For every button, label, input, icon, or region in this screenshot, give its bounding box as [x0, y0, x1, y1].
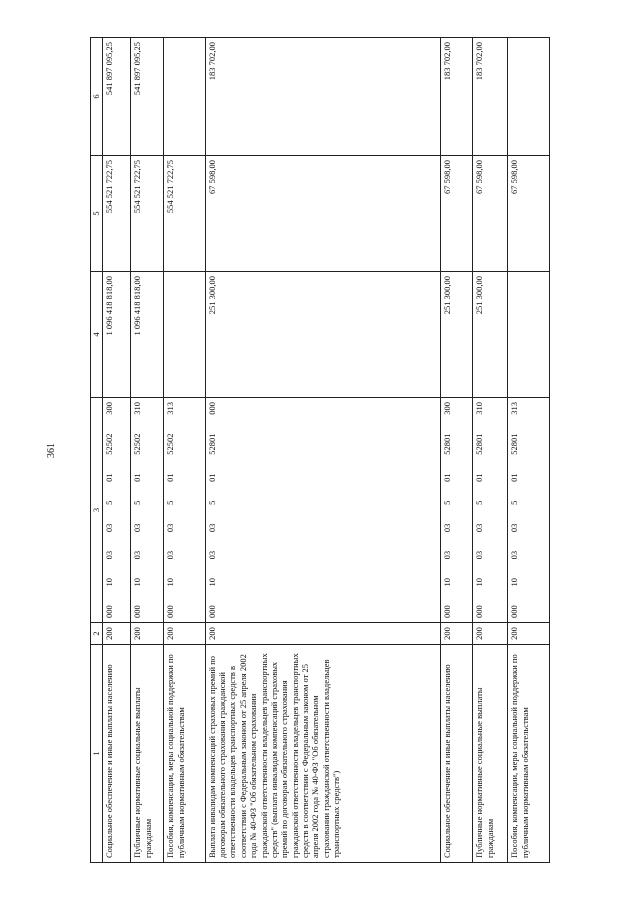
code-part: 03 [132, 523, 143, 533]
code-part: 03 [132, 550, 143, 560]
code-part: 52502 [165, 433, 176, 455]
approved-amount: 251 300,00 [440, 272, 473, 398]
table-row [164, 38, 206, 863]
budget-classification-code [508, 398, 550, 623]
rotated-table-wrapper [90, 38, 550, 863]
unexecuted-amount [164, 38, 206, 156]
executed-amount: 554 521 722,75 [131, 156, 164, 272]
row-name: Публичные нормативные социальные выплаты гражданам [473, 645, 508, 863]
code-part: 5 [104, 500, 114, 505]
code-part: 03 [509, 523, 520, 533]
approved-amount: 1 096 418 818,00 [103, 272, 131, 398]
row-code-200: 200 [440, 623, 473, 645]
code-part: 03 [474, 550, 485, 560]
row-name: Пособия, компенсации, меры социальной поддержки по публичным нормативным обязательствам [164, 645, 206, 863]
table-row [473, 38, 508, 863]
code-part: 52801 [509, 433, 520, 455]
code-part: 313 [509, 401, 520, 415]
code-part: 5 [206, 500, 217, 505]
page-number: 361 [46, 443, 57, 458]
budget-classification-code [473, 398, 508, 623]
header-cell-6: 6 [91, 38, 103, 156]
executed-amount: 554 521 722,75 [164, 156, 206, 272]
table-row [205, 38, 440, 863]
code-part: 03 [509, 550, 520, 560]
approved-amount: 251 300,00 [473, 272, 508, 398]
code-part: 03 [165, 550, 176, 560]
code-part: 01 [509, 473, 520, 482]
row-code-200: 200 [164, 623, 206, 645]
row-code-200: 200 [473, 623, 508, 645]
budget-table [90, 37, 550, 863]
row-code-200: 200 [131, 623, 164, 645]
budget-classification-code [103, 398, 131, 623]
code-part: 000 [206, 605, 217, 618]
code-part: 000 [206, 401, 217, 415]
code-part: 01 [132, 473, 143, 482]
code-part: 10 [165, 578, 176, 587]
code-part: 000 [132, 605, 143, 618]
header-cell-5: 5 [91, 156, 103, 272]
code-part: 03 [104, 523, 114, 533]
code-part: 310 [474, 401, 485, 415]
code-part: 10 [474, 578, 485, 587]
code-part: 52502 [132, 433, 143, 455]
code-part: 313 [165, 401, 176, 415]
code-part: 10 [104, 578, 114, 587]
code-part: 5 [441, 500, 452, 505]
approved-amount [164, 272, 206, 398]
row-name: Социальное обеспечение и иные выплаты населению [103, 645, 131, 863]
code-part: 01 [104, 473, 114, 482]
code-part: 000 [441, 605, 452, 618]
code-part: 000 [104, 605, 114, 618]
code-part: 5 [132, 500, 143, 505]
executed-amount: 67 598,00 [440, 156, 473, 272]
budget-classification-code [131, 398, 164, 623]
code-part: 52801 [441, 433, 452, 455]
unexecuted-amount [508, 38, 550, 156]
code-part: 000 [474, 605, 485, 618]
executed-amount: 554 521 722,75 [103, 156, 131, 272]
code-part: 03 [441, 550, 452, 560]
row-name: Выплата инвалидам компенсаций страховых премий по договорам обязательного страхования гражданской ответственности владельцев транспортных средств в соответствии с Федеральным законом от 25 апреля 2002 года № 40-ФЗ "Об обязательном страховании гражданской ответственности владельцев транспортных средств" (выплата инвалидам компенсаций страховых премий по договорам обязательного страхования гражданской ответственности владельцев транспортных средств в соответствии с Федеральным законом от 25 апреля 2002 года № 40-ФЗ "Об обязательном страховании гражданской ответственности владельцев транспортных средств") [205, 645, 440, 863]
code-part: 10 [132, 578, 143, 587]
budget-classification-code [205, 398, 440, 623]
code-part: 52801 [474, 433, 485, 455]
row-name: Публичные нормативные социальные выплаты гражданам [131, 645, 164, 863]
budget-classification-code [164, 398, 206, 623]
unexecuted-amount: 541 897 095,25 [103, 38, 131, 156]
code-part: 000 [165, 605, 176, 618]
code-part: 03 [104, 550, 114, 560]
code-part: 01 [474, 473, 485, 482]
executed-amount: 67 598,00 [205, 156, 440, 272]
executed-amount: 67 598,00 [473, 156, 508, 272]
code-part: 300 [441, 401, 452, 415]
approved-amount [508, 272, 550, 398]
code-part: 52502 [104, 433, 114, 455]
code-part: 300 [104, 401, 114, 415]
unexecuted-amount: 183 702,00 [440, 38, 473, 156]
table-row [440, 38, 473, 863]
unexecuted-amount: 183 702,00 [205, 38, 440, 156]
code-part: 10 [206, 578, 217, 587]
unexecuted-amount: 541 897 095,25 [131, 38, 164, 156]
code-part: 10 [509, 578, 520, 587]
code-part: 03 [206, 523, 217, 533]
header-cell-1: 1 [91, 645, 103, 863]
row-code-200: 200 [205, 623, 440, 645]
row-name: Пособия, компенсации, меры социальной поддержки по публичным нормативным обязательствам [508, 645, 550, 863]
code-part: 000 [509, 605, 520, 618]
header-cell-2: 2 [91, 623, 103, 645]
header-cell-4: 4 [91, 272, 103, 398]
executed-amount: 67 598,00 [508, 156, 550, 272]
row-name: Социальное обеспечение и иные выплаты населению [440, 645, 473, 863]
row-code-200: 200 [103, 623, 131, 645]
code-part: 01 [165, 473, 176, 482]
table-row [103, 38, 131, 863]
budget-classification-code [440, 398, 473, 623]
code-part: 5 [509, 500, 520, 505]
code-part: 5 [165, 500, 176, 505]
unexecuted-amount: 183 702,00 [473, 38, 508, 156]
code-part: 01 [441, 473, 452, 482]
code-part: 03 [165, 523, 176, 533]
code-part: 03 [441, 523, 452, 533]
code-part: 10 [441, 578, 452, 587]
code-part: 310 [132, 401, 143, 415]
row-code-200: 200 [508, 623, 550, 645]
code-part: 52801 [206, 433, 217, 455]
code-part: 01 [206, 473, 217, 482]
code-part: 5 [474, 500, 485, 505]
header-row [91, 38, 103, 863]
table-row [508, 38, 550, 863]
code-part: 03 [206, 550, 217, 560]
header-cell-3: 3 [91, 398, 103, 623]
approved-amount: 251 300,00 [205, 272, 440, 398]
code-part: 03 [474, 523, 485, 533]
table-row [131, 38, 164, 863]
approved-amount: 1 096 418 818,00 [131, 272, 164, 398]
